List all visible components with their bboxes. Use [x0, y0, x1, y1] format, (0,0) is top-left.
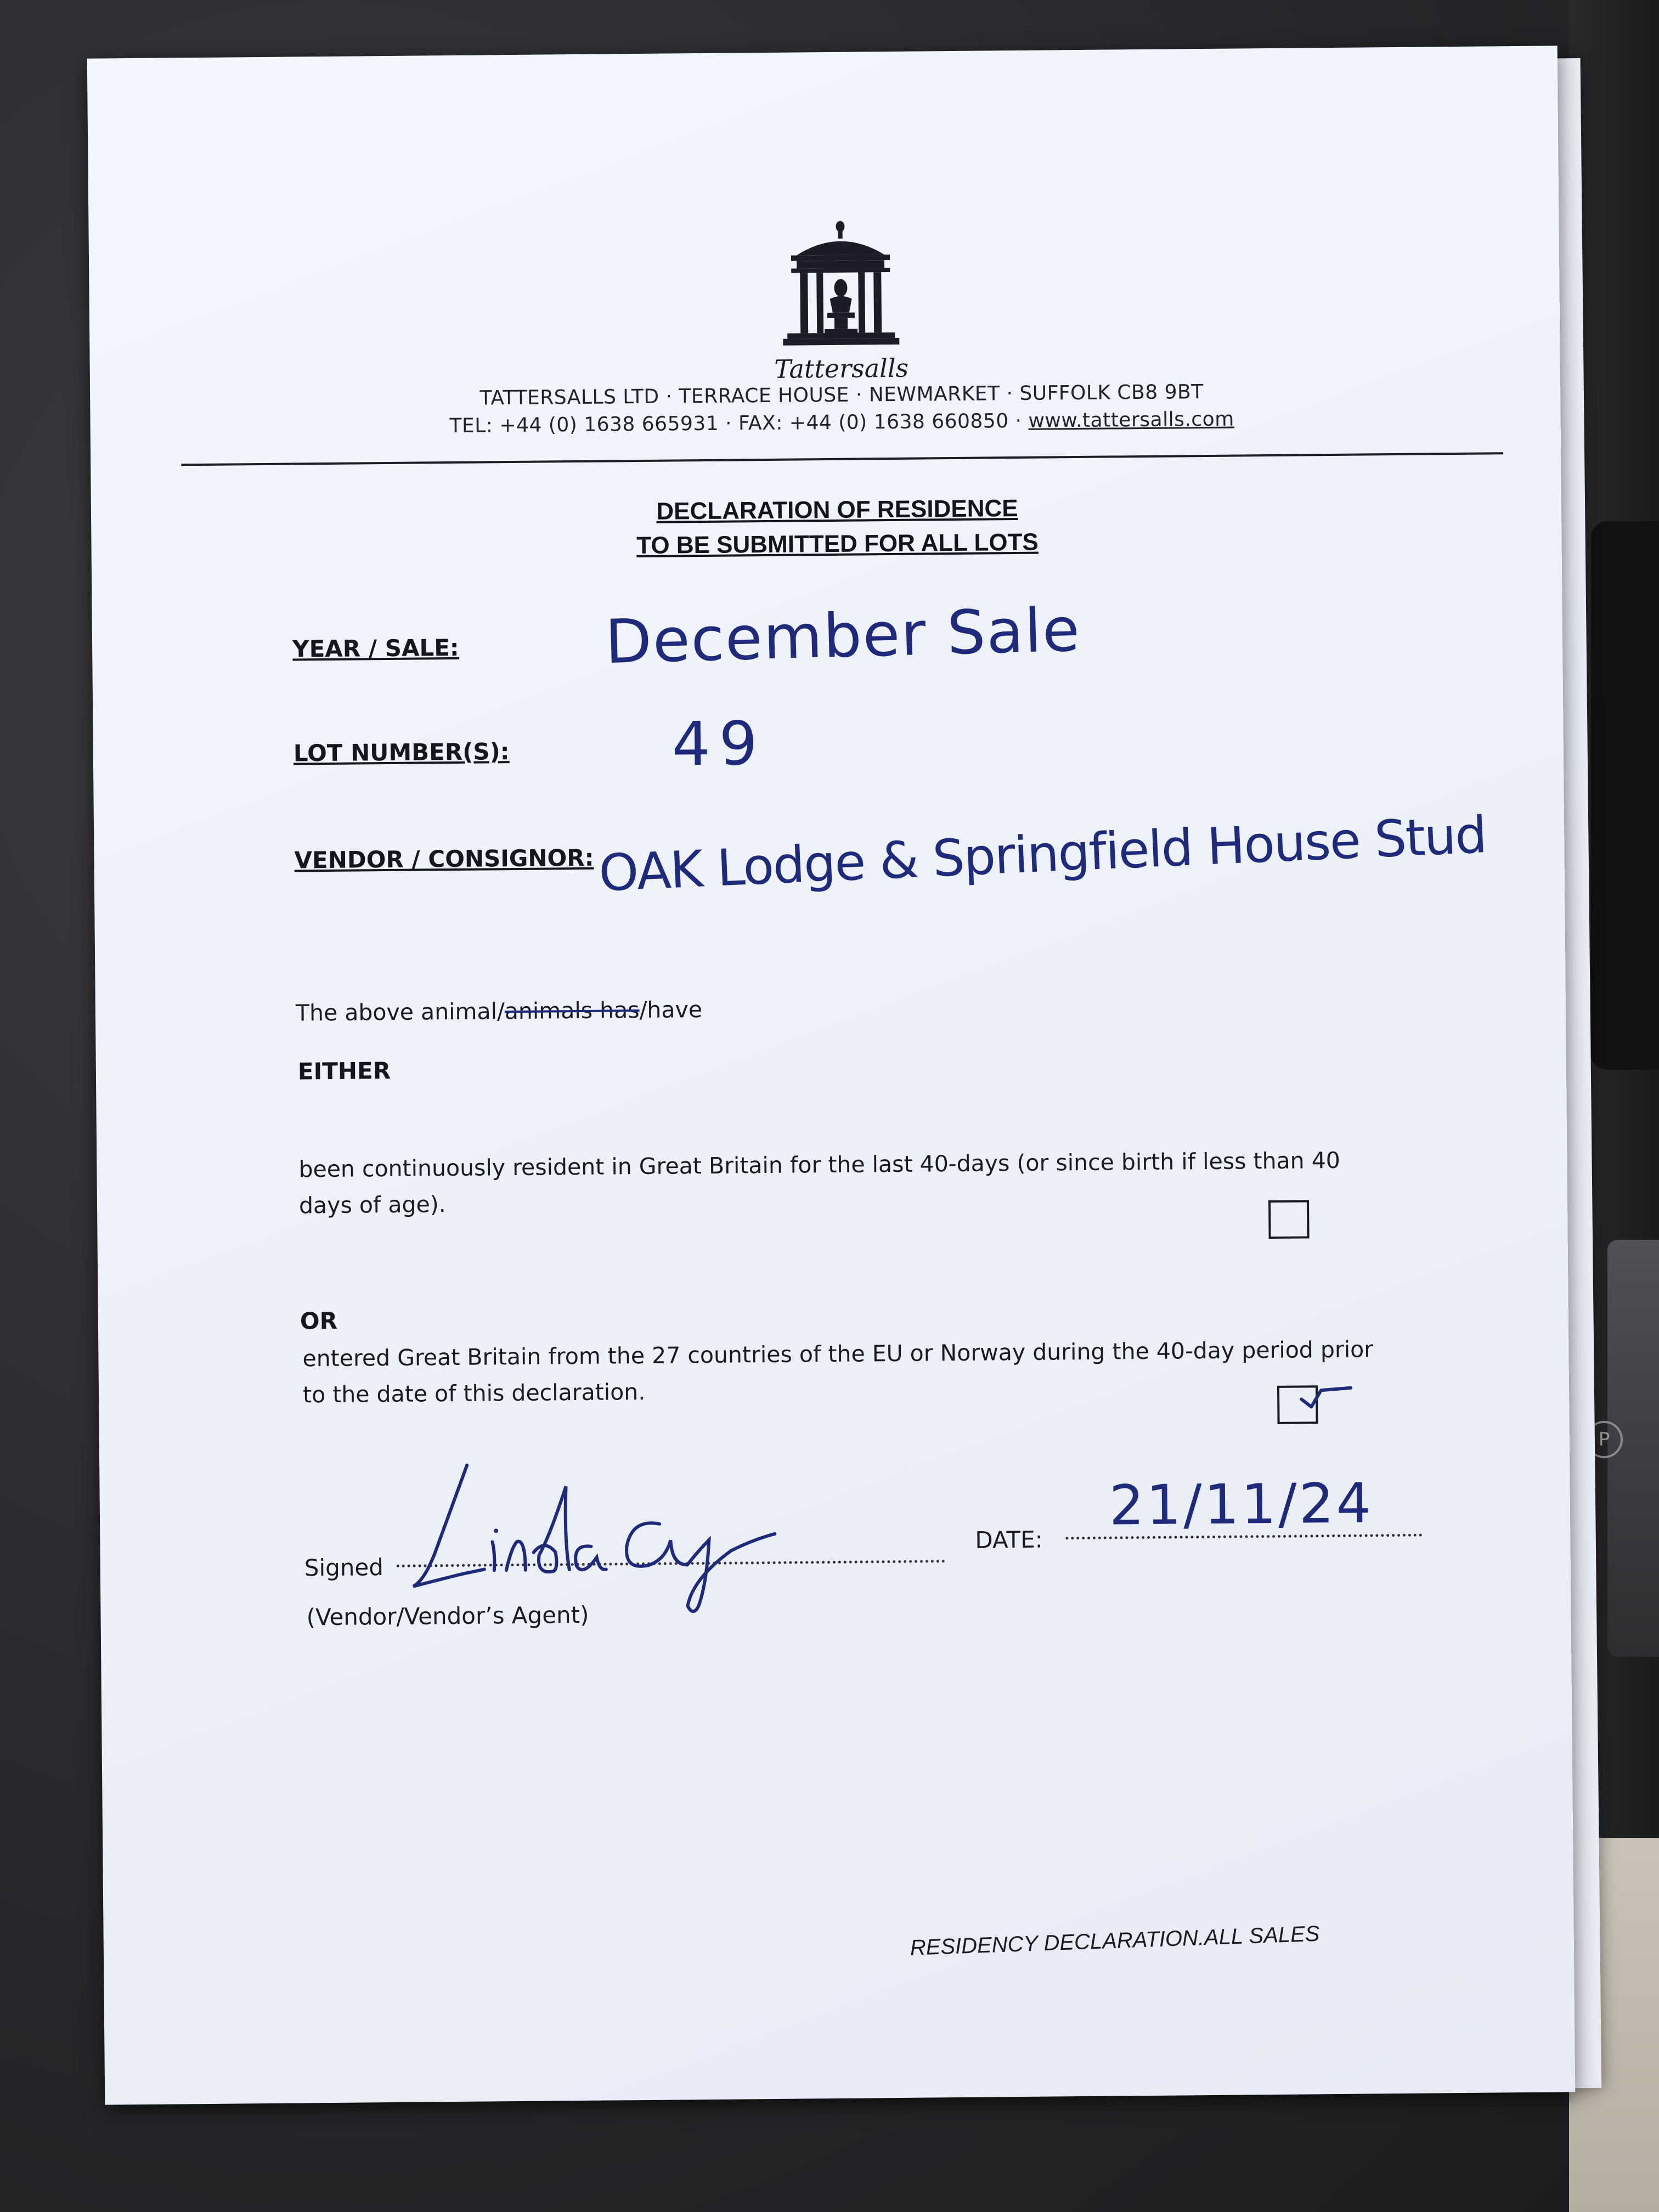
declaration-form [87, 46, 1575, 2104]
either-heading: EITHER [297, 1057, 391, 1085]
company-address: TATTERSALLS LTD · TERRACE HOUSE · NEWMARKET · SUFFOLK CB8 9BT [479, 381, 1204, 410]
contact-phone-fax: TEL: +44 (0) 1638 665931 · FAX: +44 (0) 1638 660850 · [449, 409, 1029, 438]
year-sale-label: YEAR / SALE: [292, 634, 459, 663]
header-divider [181, 452, 1503, 466]
website-link[interactable]: www.tattersalls.com [1028, 408, 1234, 432]
handwritten-signature [401, 1440, 820, 1625]
signer-role: (Vendor/Vendor’s Agent) [306, 1601, 589, 1631]
year-sale-value[interactable]: December Sale [604, 594, 1082, 678]
statement-struck-text: animals has [504, 997, 640, 1025]
form-footer: RESIDENCY DECLARATION.ALL SALES [910, 1921, 1321, 1960]
checkmark-icon [1289, 1378, 1356, 1417]
lot-number-label: LOT NUMBER(S): [293, 738, 510, 767]
or-heading: OR [300, 1307, 338, 1335]
option-entered-text: entered Great Britain from the 27 countries of the EU or Norway during the 40-day period prior to the date of this declaration. [302, 1336, 1374, 1408]
statement-prefix: The above animal/ [295, 998, 505, 1026]
vendor-consignor-value[interactable]: OAK Lodge & Springfield House Stud [597, 805, 1487, 903]
parking-brake-icon: P [1585, 1421, 1623, 1458]
console-panel [1591, 521, 1659, 1070]
company-contact [364, 407, 1319, 438]
vendor-consignor-label: VENDOR / CONSIGNOR: [294, 844, 594, 874]
date-label: DATE: [975, 1526, 1043, 1554]
option-resident-text: been continuously resident in Great Britain for the last 40-days (or since birth if less than 40 days of age). [298, 1147, 1341, 1219]
lot-number-value[interactable]: 49 [672, 708, 767, 780]
option-resident-checkbox[interactable] [1268, 1200, 1310, 1239]
statement-suffix: /have [639, 996, 703, 1024]
animal-statement [296, 991, 703, 1031]
date-value[interactable]: 21/11/24 [1109, 1471, 1374, 1538]
form-title: DECLARATION OF RESIDENCE [656, 494, 1018, 525]
brand-wordmark: Tattersalls [774, 353, 909, 384]
signed-label: Signed [304, 1554, 384, 1582]
form-subtitle: TO BE SUBMITTED FOR ALL LOTS [636, 528, 1039, 560]
